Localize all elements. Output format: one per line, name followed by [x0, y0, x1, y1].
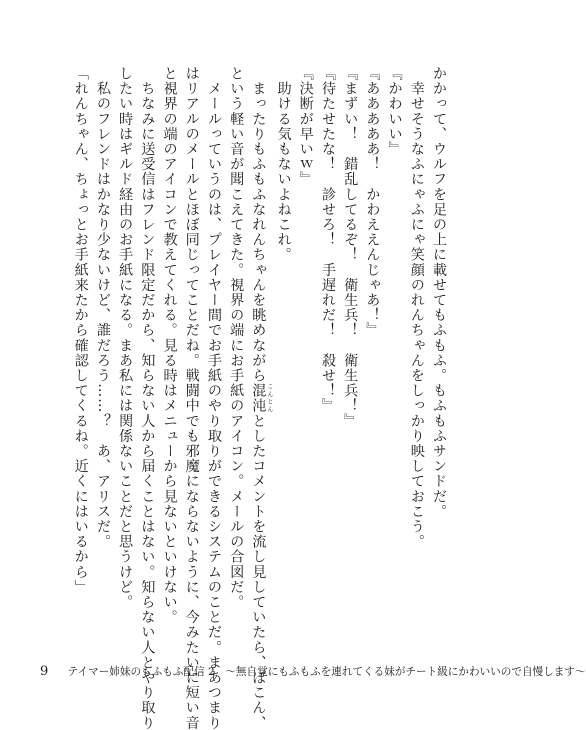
text-line: 『まずい！ 錯乱してるぞ！ 衛生兵！ 衛生兵！』: [342, 66, 359, 429]
text-line: 『待たせたな！ 診せろ！ 手遅れだ！ 殺せ！』: [319, 66, 336, 414]
text-line: 幸せそうなふにゃふにゃ笑顔のれんちゃんをしっかり映しておこう。: [408, 66, 425, 550]
text-line: 『決断が早いｗ』: [297, 66, 314, 187]
text-line: 『かわいい』: [386, 66, 403, 157]
text-line: と視界の端のアイコンで教えてくれる。見る時はメニューから見ないといけない。: [161, 66, 178, 625]
text-line: かかって、ウルフを足の上に載せてもふもふ。もふもふサンドだ。: [431, 66, 447, 519]
text-line: ちなみに送受信はフレンド限定だから、知らない人から届くことはない。知らない人とやり取り: [139, 66, 156, 730]
text-line: はリアルのメールとほぼ同じってことだね。戦闘中でも邪魔にならないように、今みたいに短い音: [183, 66, 200, 730]
text-line: 私のフレンドはかなり少ないけど、誰だろう……？ あ、アリスだ。: [94, 66, 111, 550]
text-line: まったりもふもふなれんちゃんを眺めながら混沌 こんとんとしたコメントを流し見していたら、ぽこん、: [250, 66, 273, 730]
text-line: 「れんちゃん、ちょっとお手紙来たから確認してくるね。近くにはいるから」: [72, 66, 89, 595]
text-line: 助ける気もないよねこれ。: [275, 66, 292, 263]
ruby-annotation: 混沌 こんとん: [250, 383, 273, 414]
text-line: したい時はギルド経由のお手紙になる。まあ私には関係ないことだと思うけど。: [117, 66, 134, 610]
book-title: テイマー姉妹のもふもふ配信 2 ～無自覚にもふもふを連れてくる妹がチート級にかわいいので自慢します～: [67, 666, 586, 678]
text-line: という軽い音が聞こえてきた。視界の端にお手紙のアイコン。メールの合図だ。: [228, 66, 245, 610]
text-line: 『あああああ！ かわええんじゃあ！』: [364, 66, 381, 338]
text-line: メールっていうのは、プレイヤー間でお手紙のやり取りができるシステムのことだ。まあつまり: [205, 66, 222, 730]
ruby-reading: こんとん: [265, 383, 273, 414]
page-footer: [40, 664, 586, 679]
page-number: 9: [40, 664, 49, 679]
